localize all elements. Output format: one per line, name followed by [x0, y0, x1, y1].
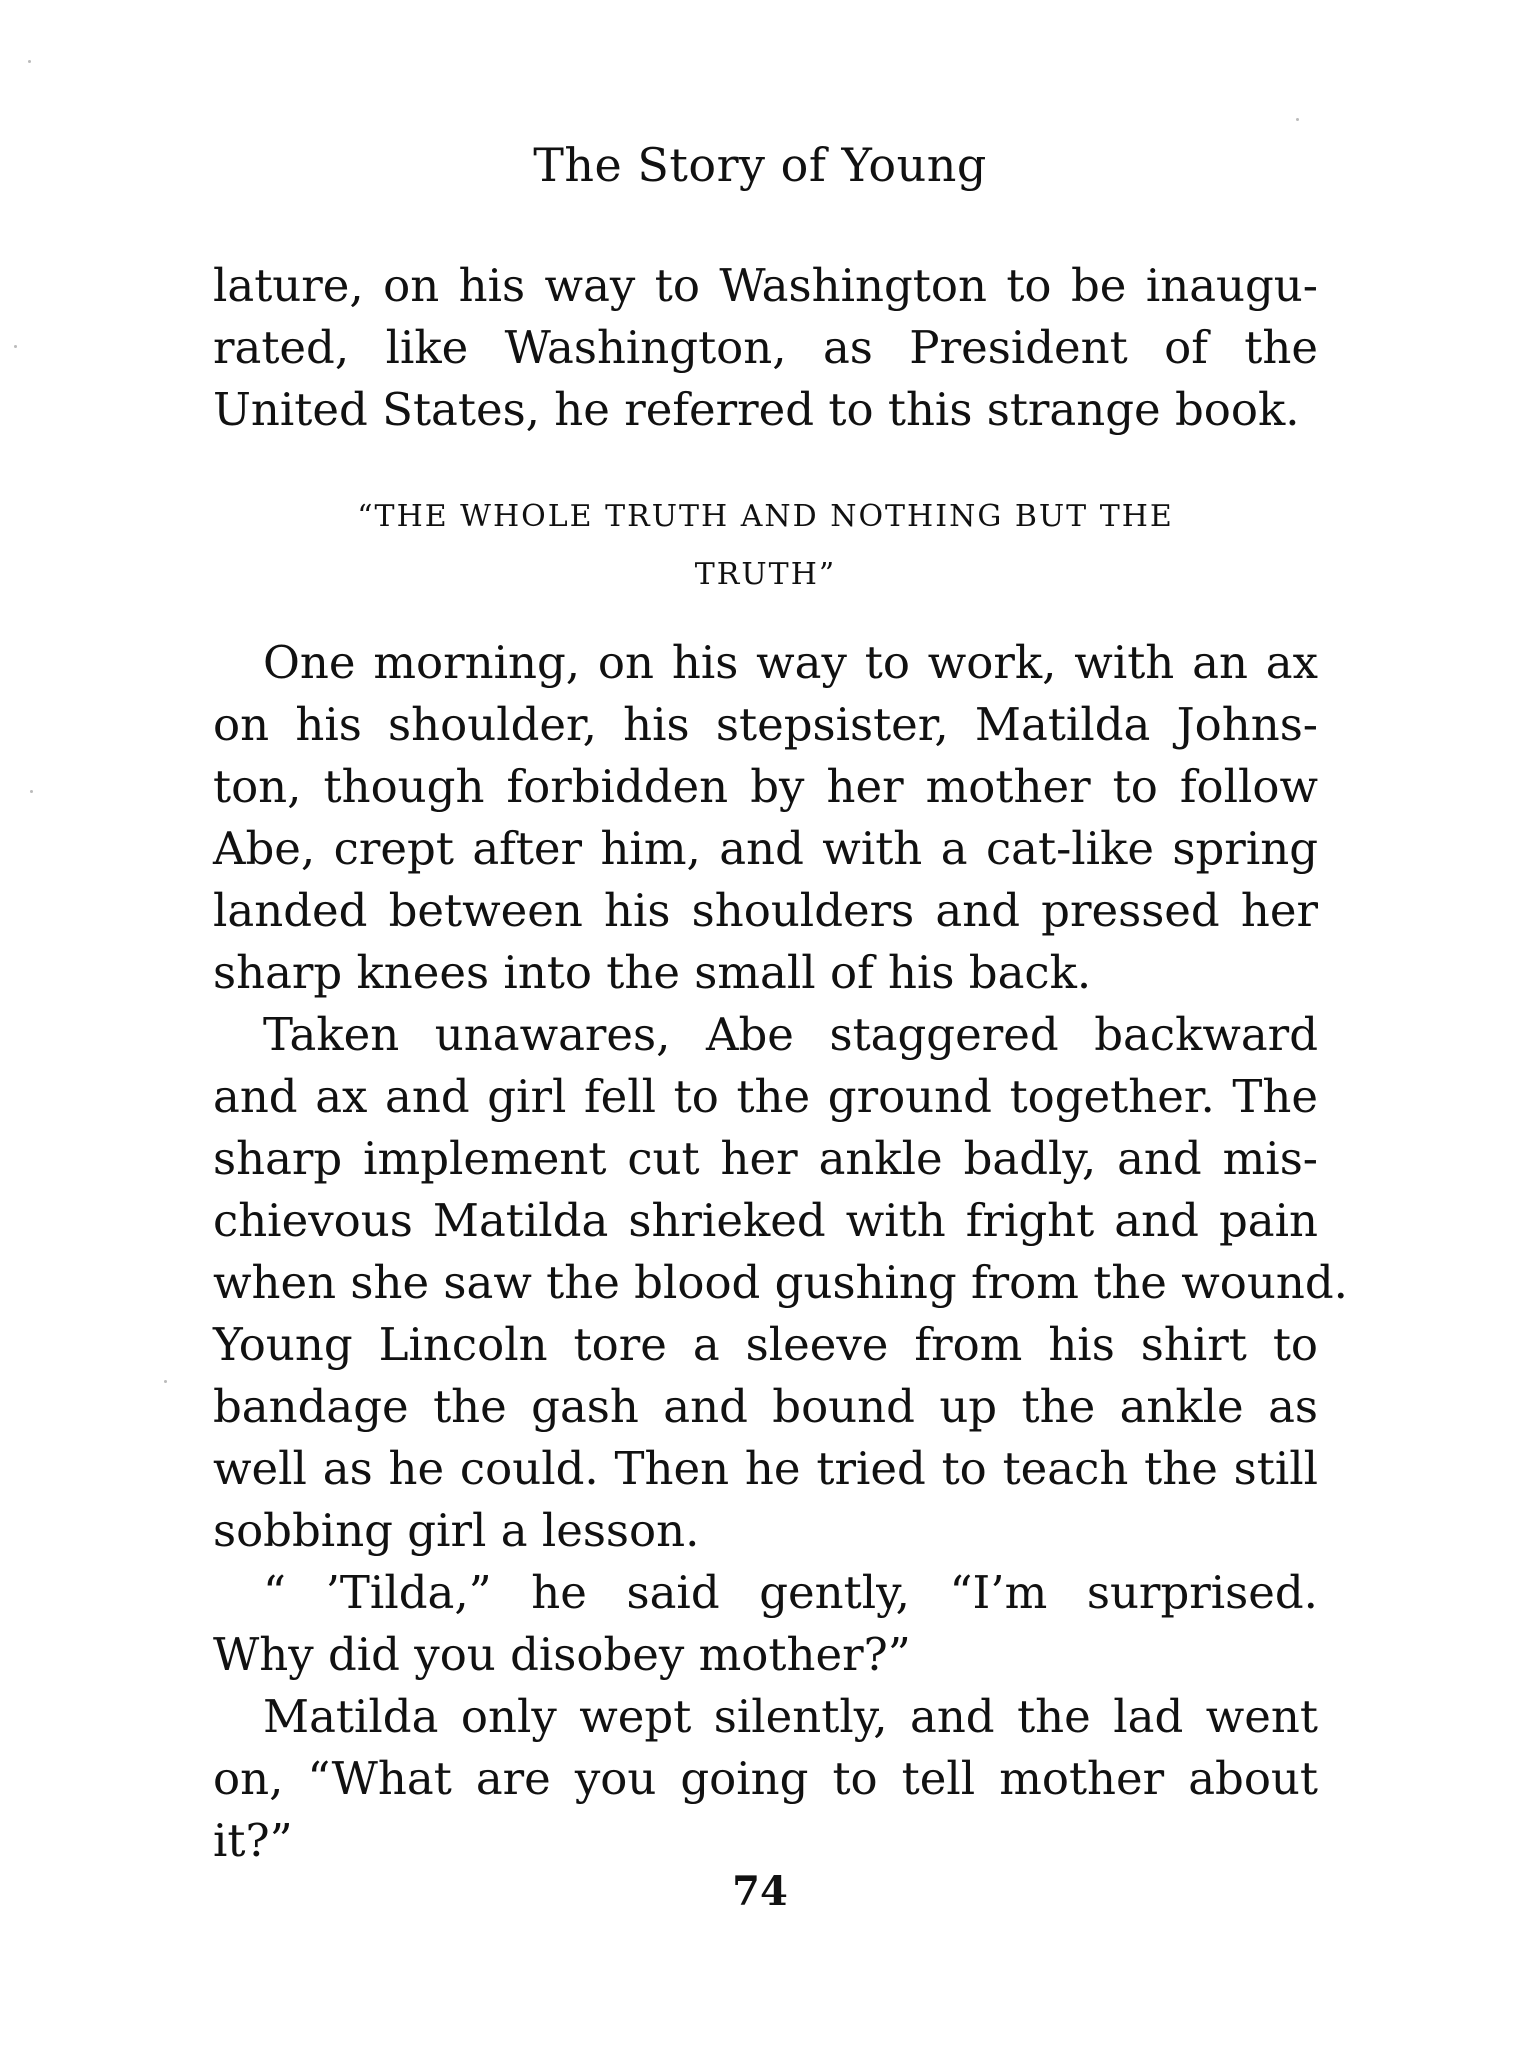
text-line: Why did you disobey mother?” [213, 1628, 911, 1681]
text-line: chievous Matilda shrieked with fright and pain [213, 1194, 1318, 1247]
page-number: 74 [732, 1868, 788, 1915]
text-line: ton, though forbidden by her mother to follow [213, 760, 1318, 813]
text-line: sobbing girl a lesson. [213, 1504, 700, 1557]
text-line: sharp knees into the small of his back. [213, 946, 1092, 999]
scan-speck [164, 1380, 167, 1383]
text-line: One morning, on his way to work, with an ax [263, 636, 1318, 689]
section-heading-line: “THE WHOLE TRUTH AND NOTHING BUT THE [357, 499, 1174, 534]
text-line: Young Lincoln tore a sleeve from his shirt to [213, 1318, 1318, 1371]
paragraph [213, 632, 1318, 1004]
text-line: rated, like Washington, as President of the [213, 321, 1318, 374]
paragraph [213, 1686, 1318, 1872]
text-line: United States, he referred to this strange book. [213, 383, 1300, 436]
section-heading-line: TRUTH” [694, 557, 837, 592]
text-line: landed between his shoulders and pressed her [213, 884, 1318, 937]
paragraph [213, 1004, 1348, 1562]
scan-speck [28, 60, 31, 63]
text-line: and ax and girl fell to the ground together. The [213, 1070, 1318, 1123]
text-line: “ ’Tilda,” he said gently, “I’m surprised. [263, 1566, 1318, 1619]
running-head: The Story of Young [533, 138, 987, 192]
text-line: sharp implement cut her ankle badly, and mis- [213, 1132, 1318, 1185]
scan-speck [30, 790, 33, 793]
scan-speck [1296, 118, 1299, 121]
body-text [213, 632, 1348, 1872]
text-line: lature, on his way to Washington to be inaugu- [213, 259, 1318, 312]
text-line: Abe, crept after him, and with a cat-like spring [213, 822, 1318, 875]
text-line: when she saw the blood gushing from the wound. [213, 1256, 1348, 1309]
text-line: it?” [213, 1814, 293, 1867]
text-line: well as he could. Then he tried to teach the still [213, 1442, 1318, 1495]
text-line: Matilda only wept silently, and the lad went [263, 1690, 1318, 1743]
text-line: on his shoulder, his stepsister, Matilda Johns- [213, 698, 1318, 751]
text-line: on, “What are you going to tell mother about [213, 1752, 1318, 1805]
continuation-paragraph [213, 255, 1318, 441]
paragraph [213, 1562, 1318, 1686]
text-line: Taken unawares, Abe staggered backward [263, 1008, 1318, 1061]
section-heading [213, 488, 1318, 604]
text-line: bandage the gash and bound up the ankle as [213, 1380, 1318, 1433]
scan-speck [14, 345, 17, 348]
